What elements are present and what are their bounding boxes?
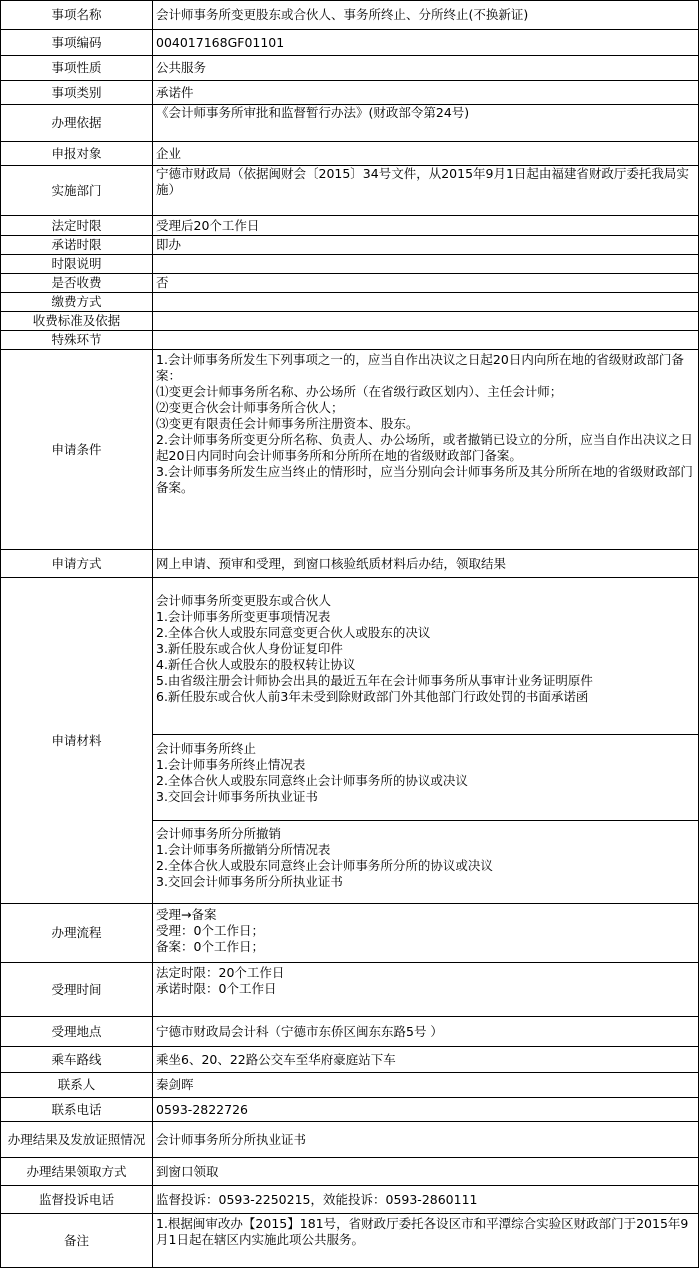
- condition-line: 2.会计师事务所变更分所名称、负责人、办公场所，或者撤销已设立的分所，应当自作出决议之日起20日内同时向会计师事务所和分所所在地的省级财政部门备案。: [156, 432, 693, 463]
- label-fee-method: 缴费方式: [1, 293, 153, 312]
- label-promise-limit: 承诺时限: [1, 236, 153, 255]
- condition-line: ⑶变更有限责任会计师事务所注册资本、股东。: [156, 416, 419, 431]
- value-limit-note: [153, 255, 699, 274]
- row-item-name: [1, 1, 699, 30]
- row-conditions: [1, 350, 699, 550]
- row-item-nature: [1, 56, 699, 81]
- value-location: 宁德市财政局会计科（宁德市东侨区闽东东路5号 ）: [153, 1017, 699, 1047]
- row-result-pickup: [1, 1158, 699, 1186]
- label-special: 特殊环节: [1, 331, 153, 350]
- row-fee-method: [1, 293, 699, 312]
- value-result-cert: 会计师事务所分所执业证书: [153, 1122, 699, 1158]
- value-phone: 0593-2822726: [153, 1098, 699, 1122]
- value-process: [153, 904, 699, 963]
- materials-group-change: [153, 578, 698, 735]
- label-process: 办理流程: [1, 904, 153, 963]
- row-phone: [1, 1098, 699, 1122]
- value-charged: 否: [153, 274, 699, 293]
- row-department: [1, 166, 699, 216]
- row-process: [1, 904, 699, 963]
- value-accept-time: [153, 963, 699, 1017]
- materials-item: 3.交回会计师事务所执业证书: [156, 789, 318, 804]
- value-special: [153, 331, 699, 350]
- label-conditions: 申请条件: [1, 350, 153, 550]
- row-basis: [1, 105, 699, 142]
- label-department: 实施部门: [1, 166, 153, 216]
- accept-time-line: 承诺时限：0个工作日: [156, 981, 277, 996]
- label-charged: 是否收费: [1, 274, 153, 293]
- row-fee-basis: [1, 312, 699, 331]
- materials-group-title: 会计师事务所分所撤销: [156, 826, 282, 841]
- row-legal-limit: [1, 216, 699, 236]
- value-legal-limit: 受理后20个工作日: [153, 216, 699, 236]
- value-item-name: 会计师事务所变更股东或合伙人、事务所终止、分所终止(不换新证): [153, 1, 699, 30]
- row-result-cert: [1, 1122, 699, 1158]
- label-phone: 联系电话: [1, 1098, 153, 1122]
- materials-item: 1.会计师事务所变更事项情况表: [156, 609, 331, 624]
- condition-line: ⑴变更会计师事务所名称、办公场所（在省级行政区划内）、主任会计师；: [156, 384, 563, 399]
- label-complaint: 监督投诉电话: [1, 1186, 153, 1214]
- label-location: 受理地点: [1, 1017, 153, 1047]
- value-promise-limit: 即办: [153, 236, 699, 255]
- label-remark: 备注: [1, 1214, 153, 1268]
- row-method: [1, 550, 699, 578]
- row-complaint: [1, 1186, 699, 1214]
- materials-item: 3.新任股东或合伙人身份证复印件: [156, 641, 343, 656]
- row-item-code: [1, 30, 699, 56]
- value-route: 乘坐6、20、22路公交车至华府豪庭站下车: [153, 1047, 699, 1073]
- value-contact: 秦剑晖: [153, 1073, 699, 1098]
- label-basis: 办理依据: [1, 105, 153, 142]
- process-line: 受理→备案: [156, 907, 217, 922]
- label-contact: 联系人: [1, 1073, 153, 1098]
- materials-item: 5.由省级注册会计师协会出具的最近五年在会计师事务所从事审计业务证明原件: [156, 673, 593, 688]
- value-materials: [153, 578, 699, 904]
- row-materials: [1, 578, 699, 904]
- row-promise-limit: [1, 236, 699, 255]
- label-route: 乘车路线: [1, 1047, 153, 1073]
- condition-line: 1.会计师事务所发生下列事项之一的，应当自作出决议之日起20日内向所在地的省级财政部门备案：: [156, 352, 684, 383]
- label-result-pickup: 办理结果领取方式: [1, 1158, 153, 1186]
- row-limit-note: [1, 255, 699, 274]
- label-result-cert: 办理结果及发放证照情况: [1, 1122, 153, 1158]
- value-item-code: 004017168GF01101: [153, 30, 699, 56]
- label-limit-note: 时限说明: [1, 255, 153, 274]
- label-item-name: 事项名称: [1, 1, 153, 30]
- row-accept-time: [1, 963, 699, 1017]
- value-fee-method: [153, 293, 699, 312]
- materials-item: 6.新任股东或合伙人前3年未受到除财政部门外其他部门行政处罚的书面承诺函: [156, 689, 589, 704]
- value-complaint: 监督投诉：0593-2250215，效能投诉：0593-2860111: [153, 1186, 699, 1214]
- value-method: 网上申请、预审和受理，到窗口核验纸质材料后办结，领取结果: [153, 550, 699, 578]
- value-conditions: [153, 350, 699, 550]
- row-contact: [1, 1073, 699, 1098]
- condition-line: 3.会计师事务所发生应当终止的情形时，应当分别向会计师事务所及其分所所在地的省级财政部门备案。: [156, 464, 693, 495]
- materials-group-terminate: [153, 735, 698, 821]
- materials-item: 4.新任合伙人或股东的股权转让协议: [156, 657, 356, 672]
- value-remark: 1.根据闽审改办【2015】181号，省财政厅委托各设区市和平潭综合实验区财政部门于2015年9月1日起在辖区内实施此项公共服务。: [153, 1214, 699, 1268]
- value-target: 企业: [153, 142, 699, 166]
- materials-group-title: 会计师事务所变更股东或合伙人: [156, 593, 332, 608]
- row-target: [1, 142, 699, 166]
- condition-line: ⑵变更合伙会计师事务所合伙人；: [156, 400, 344, 415]
- value-fee-basis: [153, 312, 699, 331]
- label-accept-time: 受理时间: [1, 963, 153, 1017]
- label-legal-limit: 法定时限: [1, 216, 153, 236]
- process-line: 受理：0个工作日；: [156, 923, 264, 938]
- row-charged: [1, 274, 699, 293]
- materials-item: 3.交回会计师事务所分所执业证书: [156, 874, 343, 889]
- label-materials: 申请材料: [1, 578, 153, 904]
- materials-item: 1.会计师事务所撤销分所情况表: [156, 842, 331, 857]
- label-item-nature: 事项性质: [1, 56, 153, 81]
- row-item-type: [1, 81, 699, 105]
- materials-group-branch: [153, 821, 698, 903]
- value-item-nature: 公共服务: [153, 56, 699, 81]
- label-fee-basis: 收费标准及依据: [1, 312, 153, 331]
- process-line: 备案：0个工作日；: [156, 939, 264, 954]
- value-result-pickup: 到窗口领取: [153, 1158, 699, 1186]
- label-item-code: 事项编码: [1, 30, 153, 56]
- materials-group-title: 会计师事务所终止: [156, 741, 257, 756]
- label-item-type: 事项类别: [1, 81, 153, 105]
- value-basis: 《会计师事务所审批和监督暂行办法》(财政部令第24号): [153, 105, 699, 142]
- materials-item: 2.全体合伙人或股东同意终止会计师事务所分所的协议或决议: [156, 858, 493, 873]
- value-department: 宁德市财政局（依据闽财会〔2015〕34号文件，从2015年9月1日起由福建省财政厅委托我局实施）: [153, 166, 699, 216]
- row-remark: [1, 1214, 699, 1268]
- accept-time-line: 法定时限：20个工作日: [156, 965, 285, 980]
- materials-item: 2.全体合伙人或股东同意变更合伙人或股东的决议: [156, 625, 431, 640]
- row-route: [1, 1047, 699, 1073]
- row-location: [1, 1017, 699, 1047]
- materials-item: 2.全体合伙人或股东同意终止会计师事务所的协议或决议: [156, 773, 468, 788]
- label-method: 申请方式: [1, 550, 153, 578]
- row-special: [1, 331, 699, 350]
- value-item-type: 承诺件: [153, 81, 699, 105]
- materials-item: 1.会计师事务所终止情况表: [156, 757, 306, 772]
- label-target: 申报对象: [1, 142, 153, 166]
